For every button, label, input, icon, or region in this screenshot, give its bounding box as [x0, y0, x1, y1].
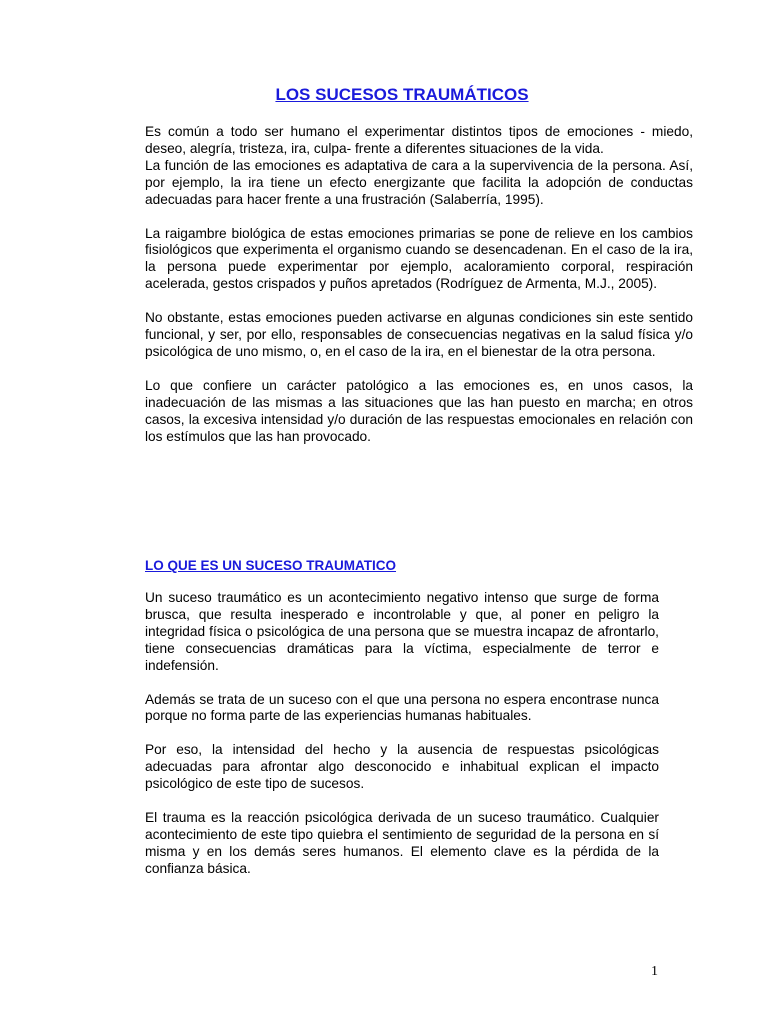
paragraph: Lo que confiere un carácter patológico a las emociones es, en unos casos, la inadecuación de las mismas a las situaciones que las han puesto en marcha; en otros casos, la excesiva intensidad y/o duración de las respuestas emocionales en relación con los estímulos que las han provocado. [145, 377, 693, 444]
document-title: LOS SUCESOS TRAUMÁTICOS [275, 85, 529, 104]
page-number: 1 [651, 964, 658, 979]
section-intro [145, 124, 693, 463]
paragraph: Es común a todo ser humano el experimentar distintos tipos de emociones - miedo, deseo, alegría, tristeza, ira, culpa- frente a diferentes situaciones de la vida. [145, 124, 693, 156]
paragraph: No obstante, estas emociones pueden activarse en algunas condiciones sin este sentido funcional, y ser, por ello, responsables de consecuencias negativas en la salud física y/o psicológica de uno mismo, o, en el caso de la ira, en el bienestar de la otra persona. [145, 310, 693, 359]
section-suceso-traumatico [145, 590, 659, 895]
paragraph: Un suceso traumático es un acontecimiento negativo intenso que surge de forma brusca, que resulta inesperado e incontrolable y que, al poner en peligro la integridad física o psicológica de una persona que se muestra incapaz de afrontarlo, tiene consecuencias dramáticas para la víctima, especialmente de terror e indefensión. [145, 590, 659, 673]
paragraph: El trauma es la reacción psicológica derivada de un suceso traumático. Cualquier acontecimiento de este tipo quiebra el sentimiento de seguridad de la persona en sí misma y en los demás seres humanos. El elemento clave es la pérdida de la confianza básica. [145, 810, 659, 876]
section-heading: LO QUE ES UN SUCESO TRAUMATICO [145, 558, 397, 573]
paragraph: Además se trata de un suceso con el que una persona no espera encontrase nunca porque no forma parte de las experiencias humanas habituales. [145, 691, 659, 724]
paragraph: La raigambre biológica de estas emociones primarias se pone de relieve en los cambios fisiológicos que experimenta el organismo cuando se desencadenan. En el caso de la ira, la persona puede experimentar por ejemplo, acaloramiento corporal, respiración acelerada, gestos crispados y puños apretados (Rodríguez de Armenta, M.J., 2005). [145, 225, 693, 292]
paragraph: Por eso, la intensidad del hecho y la ausencia de respuestas psicológicas adecuadas para afrontar algo desconocido e inhabitual explican el impacto psicológico de este tipo de sucesos. [145, 742, 659, 792]
paragraph: La función de las emociones es adaptativa de cara a la supervivencia de la persona. Así, por ejemplo, la ira tiene un efecto energizante que facilita la adopción de conductas adecuadas para hacer frente a una frustración (Salaberría, 1995). [145, 157, 693, 207]
